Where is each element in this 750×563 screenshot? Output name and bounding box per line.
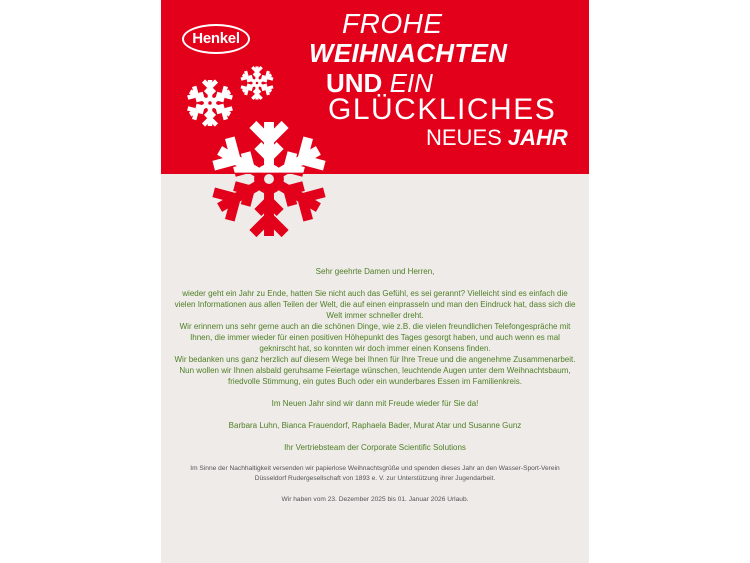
henkel-logo[interactable]: Henkel [182,24,250,54]
headline-line-1: FROHE [342,8,443,39]
paragraph-3: Wir bedanken uns ganz herzlich auf diesem Wege bei Ihnen für Ihre Treue und die angenehme Zusammenarbeit. [174,355,576,364]
snowflake-icon [207,117,331,241]
headline-ein: EIN [389,68,433,98]
snowflake-icon [239,65,275,101]
paragraph-1: wieder geht ein Jahr zu Ende, hatten Sie nicht auch das Gefühl, es sei gerannt? Vielleicht sind es einfach die vielen Informationen aus allen Teilen der Welt, die auf einen einprasseln und man den Eindruck hat, dass sich die Welt immer schneller dreht. [174,289,576,320]
headline-line-5 [426,125,568,151]
paragraph-4: Nun wollen wir Ihnen alsbald geruhsame Feiertage wünschen, leuchtende Augen unter dem Weihnachtsbaum, friedvolle Stimmung, ein gutes Buch oder ein wunderbares Essen im Familienkreis. [179,366,571,386]
letter-body [161,266,589,505]
headline-line-4: GLÜCKLICHES [328,93,557,126]
headline-line-2: WEIHNACHTEN [309,38,508,68]
headline-neues: NEUES [426,125,502,150]
holiday-note: Wir haben vom 23. Dezember 2025 bis 01. Januar 2026 Urlaub. [281,496,469,503]
headline-jahr: JAHR [507,125,568,150]
headline-und: UND [326,68,383,98]
sustainability-note: Im Sinne der Nachhaltigkeit versenden wir papierlose Weihnachtsgrüße und spenden dieses Jahr an den Wasser-Sport-Verein Düsseldorf Rudergesellschaft von 1893 e. V. zur Unterstützung ihrer Jugendarbeit. [190,465,560,482]
paragraph-2: Wir erinnern uns sehr gerne auch an die schönen Dinge, wie z.B. die vielen freundlichen Telefongespräche mit Ihnen, die immer wieder für einen positiven Höhepunkt des Tages gesorgt haben, und auch wenn es mal geknirscht hat, so konnten wir doch immer einen Konsens finden. [179,322,571,353]
paragraph-5: Im Neuen Jahr sind wir dann mit Freude wieder für Sie da! [271,399,479,408]
signature-team: Ihr Vertriebsteam der Corporate Scientific Solutions [284,443,466,452]
salutation: Sehr geehrte Damen und Herren, [315,267,435,276]
newsletter-card [161,0,589,563]
signature-names: Barbara Luhn, Bianca Frauendorf, Raphaela Bader, Murat Atar und Susanne Gunz [228,421,522,430]
